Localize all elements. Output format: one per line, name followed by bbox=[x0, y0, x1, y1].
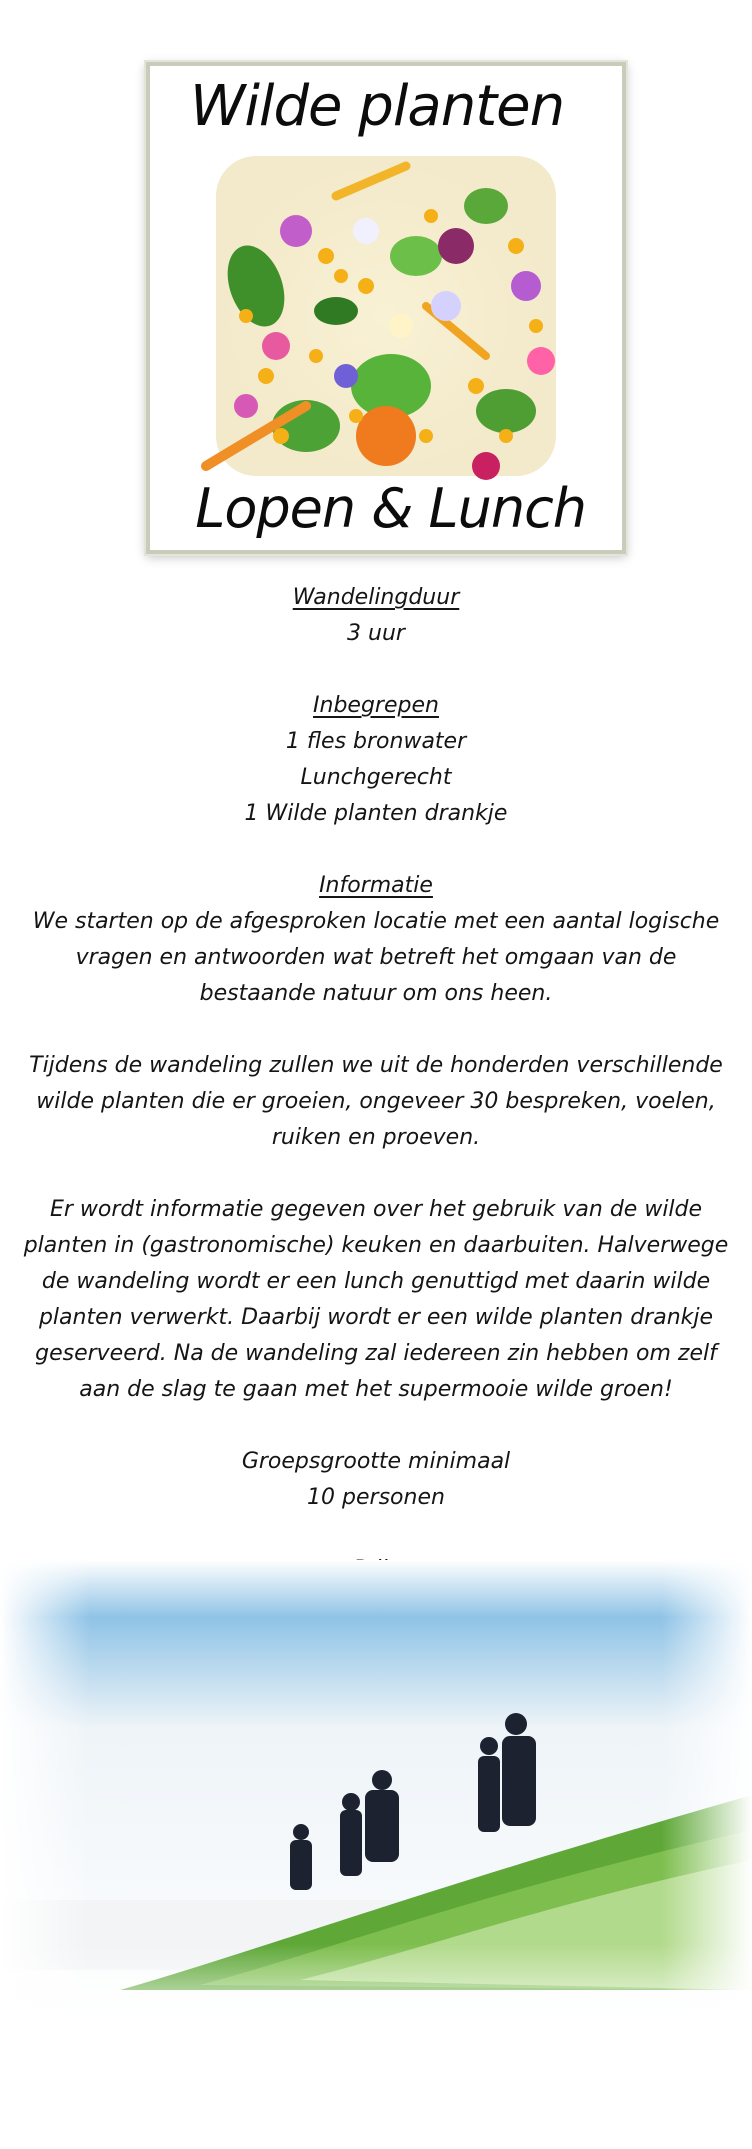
info-paragraph-3: Er wordt informatie gegeven over het gebruik van de wilde planten in (gastronomische) keuken en daarbuiten. Halverwege de wandeling wordt er een lunch genuttigd met daarin wilde planten verwerkt. Daarbij wordt er een wilde planten drankje geserveerd. Na de wandeling zal iedereen zin hebben om zelf aan de slag te gaan met het supermooie wilde groen! bbox=[23, 1197, 729, 1402]
edible-flowers-image bbox=[186, 136, 586, 496]
group-value: 10 personen bbox=[307, 1485, 445, 1510]
included-item: Lunchgerecht bbox=[300, 765, 452, 790]
group-heading: Groepsgrootte minimaal bbox=[241, 1449, 511, 1474]
walking-group-photo bbox=[0, 1560, 752, 2040]
info-heading: Informatie bbox=[319, 873, 433, 898]
card-title-bottom: Lopen & Lunch bbox=[195, 477, 586, 540]
included-heading: Inbegrepen bbox=[313, 693, 439, 718]
hero-card bbox=[146, 62, 626, 554]
included-item: 1 Wilde planten drankje bbox=[244, 801, 508, 826]
info-content bbox=[0, 580, 752, 1624]
duration-value: 3 uur bbox=[347, 621, 405, 646]
info-paragraph-2: Tijdens de wandeling zullen we uit de honderden verschillende wilde planten die er groeien, ongeveer 30 bespreken, voelen, ruiken en proeven. bbox=[29, 1053, 723, 1150]
duration-heading: Wandelingduur bbox=[292, 585, 460, 610]
info-paragraph-1: We starten op de afgesproken locatie met een aantal logische vragen en antwoorden wat betreft het omgaan van de bestaande natuur om ons heen. bbox=[32, 909, 720, 1006]
card-title-top: Wilde planten bbox=[190, 74, 565, 139]
included-item: 1 fles bronwater bbox=[285, 729, 467, 754]
